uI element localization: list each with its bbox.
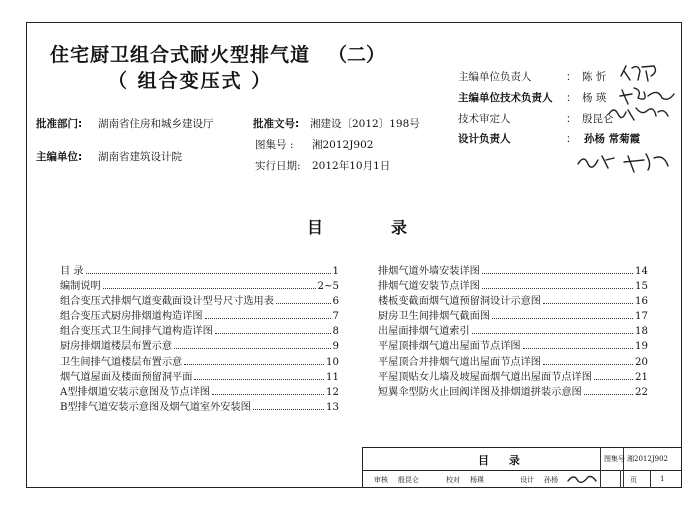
review-label: 审核 [374,476,388,484]
toc-leader-dots [174,348,330,349]
responsible-colon: ： [566,133,577,145]
toc-entry [60,383,339,398]
toc-entry [60,398,339,413]
toc-entry-label: 出屋面排烟气道索引 [378,326,470,338]
toc-leader-dots [482,288,633,289]
toc-leader-dots [86,273,331,274]
responsible-role: 设计负责人 [458,133,511,145]
toc-leader-dots [523,348,633,349]
atlas-value: 湘2012J902 [627,455,668,463]
responsible-role: 技术审定人 [458,113,511,125]
toc-entry-label: 厨房排烟道楼层布置示意 [60,341,173,353]
toc-entry-label: 厨房卫生间排烟气截面图 [378,311,491,323]
toc-entry [378,383,648,398]
effective-date-value: 2012年10月1日 [312,160,391,172]
toc-leader-dots [543,303,633,304]
toc-entry [378,307,648,322]
toc-entry-label: 平屋顶排烟气道出屋面节点详图 [378,341,521,353]
toc-entry-label: 组合变压式排烟气道变截面设计型号尺寸选用表 [60,296,274,308]
toc-leader-dots [212,394,324,395]
toc-entry-label: 烟气道屋面及楼面预留洞平面 [60,371,193,383]
editor-unit-value: 湖南省建筑设计院 [98,151,182,163]
toc-entry-page: 8 [332,326,339,338]
responsible-colon: ： [566,113,577,125]
toc-title-char: 录 [391,218,408,237]
toc-entry-label: 目 录 [60,266,84,277]
design-label: 设计 [520,476,534,484]
toc-leader-dots [205,318,331,319]
page-value: 1 [660,475,665,483]
designer-name: 孙杨 [544,476,558,484]
toc-entry [60,262,339,277]
toc-entry [60,368,339,383]
toc-entry-label: 排烟气道安装节点详图 [378,281,480,293]
toc-leader-dots [584,394,633,395]
toc-entry-page: 6 [332,296,339,308]
atlas-no-label: 图集号 : [255,139,294,151]
toc-entry-label: 短翼伞型防火止回阀详图及排烟道拼装示意图 [378,386,582,398]
toc-leader-dots [253,409,324,410]
toc-entry-page: 20 [635,356,648,368]
toc-entry-page: 10 [326,356,339,368]
responsible-colon: ： [566,71,577,83]
toc-entry [60,337,339,352]
toc-entry-page: 9 [332,341,339,353]
responsible-name: 陈 忻 [582,71,607,83]
toc-entry-page: 22 [635,386,648,398]
toc-entry-label: 编制说明 [60,281,101,293]
toc-left-column [60,262,339,413]
responsible-name: 殷昆仑 [582,113,614,125]
toc-entry-label: 楼板变截面烟气道预留洞设计示意图 [378,296,541,308]
toc-entry-label: 卫生间排气道楼层布置示意 [60,356,183,368]
toc-entry-page: 7 [332,311,339,323]
toc-leader-dots [482,273,633,274]
toc-leader-dots [103,288,316,289]
toc-entry-label: 平屋顶合并排烟气道出屋面节点详图 [378,356,541,368]
signature-mark [606,104,670,124]
toc-leader-dots [194,379,324,380]
atlas-no-value: 湘2012J902 [312,139,374,151]
signature-mark [566,471,598,487]
signature-mark [574,150,674,176]
toc-entry-page: 11 [326,371,339,383]
toc-entry-page: 12 [326,386,339,398]
toc-entry [60,353,339,368]
effective-date-label: 实行日期: [255,160,301,172]
toc-entry [60,292,339,307]
sheet-title: 目 录 [478,454,528,467]
toc-entry-page: 21 [635,371,648,383]
toc-right-column [378,262,648,398]
check-label: 校对 [446,476,460,484]
toc-entry-page: 1 [332,266,339,277]
toc-entry [60,277,339,292]
toc-leader-dots [276,303,331,304]
responsible-role: 主编单位技术负责人 [458,92,553,104]
toc-entry [378,292,648,307]
toc-entry [378,337,648,352]
toc-entry [378,277,648,292]
page-label: 页 [630,476,637,484]
toc-entry-page: 15 [635,281,648,293]
toc-entry-label: 组合变压式卫生间排气道构造详图 [60,326,213,338]
toc-entry [378,322,648,337]
toc-entry [378,262,648,277]
toc-leader-dots [543,364,633,365]
toc-entry-label: 组合变压式厨房排烟道构造详图 [60,311,203,323]
toc-entry [60,322,339,337]
toc-entry-page: 18 [635,326,648,338]
toc-entry-page: 13 [326,401,339,413]
checker-name: 杨瑛 [470,476,484,484]
toc-leader-dots [184,364,324,365]
approval-dept-value: 湖南省住房和城乡建设厅 [98,118,214,130]
toc-entry [378,353,648,368]
toc-entry-label: B型排气道安装示意图及烟气道室外安装图 [60,401,251,413]
toc-entry [378,368,648,383]
responsible-name: 孙杨 常菊霞 [584,133,641,145]
toc-entry-label: 排烟气道外墙安装详图 [378,266,480,277]
responsible-name: 杨 瑛 [582,92,607,104]
toc-entry-page: 14 [635,266,648,277]
approval-dept-label: 批准部门: [36,118,83,130]
page-title: 住宅厨卫组合式耐火型排气道 [50,44,311,66]
atlas-label: 图集号 [604,455,625,463]
approval-doc-value: 湘建设〔2012〕198号 [310,118,420,130]
toc-entry-page: 19 [635,341,648,353]
toc-leader-dots [215,333,331,334]
approval-doc-label: 批准文号: [253,118,300,130]
toc-leader-dots [492,318,633,319]
toc-leader-dots [594,379,633,380]
toc-entry-page: 16 [635,296,648,308]
toc-entry-label: A型排烟道安装示意图及节点详图 [60,386,210,398]
toc-leader-dots [472,333,633,334]
responsible-role: 主编单位负责人 [458,71,532,83]
editor-unit-label: 主编单位: [36,151,83,163]
signature-mark [618,62,664,84]
reviewer-name: 殷昆仑 [398,476,419,484]
toc-entry-label: 平屋顶贴女儿墙及坡屋面烟气道出屋面节点详图 [378,371,592,383]
toc-title-char: 目 [307,218,324,237]
page-subtitle: （ 组合变压式 ） [108,70,273,92]
toc-entry [60,307,339,322]
toc-entry-page: 2~5 [317,281,339,293]
responsible-colon: ： [566,92,577,104]
toc-entry-page: 17 [635,311,648,323]
page-title-suffix: （二） [328,44,386,66]
